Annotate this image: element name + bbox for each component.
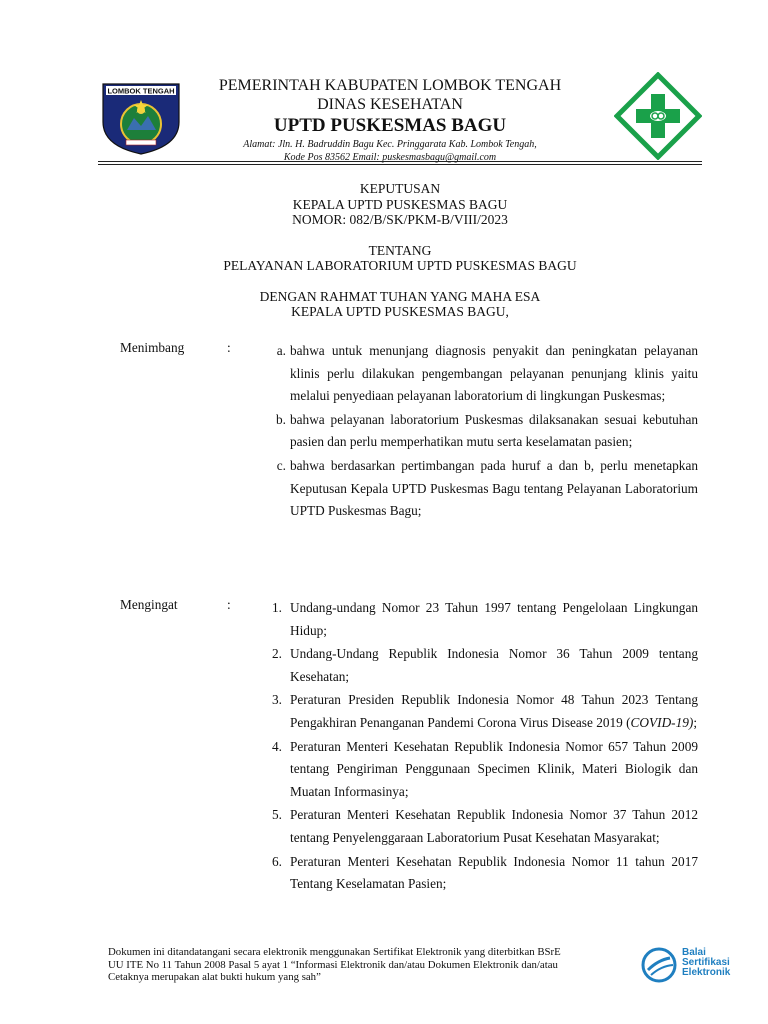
item-text: bahwa berdasarkan pertimbangan pada huruf a dan b, perlu menetapkan Keputusan Kepala UPTD Puskesmas Bagu tentang Pelayanan Laboratorium UPTD Puskesmas Bagu; xyxy=(290,457,698,519)
header-address-1: Alamat: Jln. H. Badruddin Bagu Kec. Pringgarata Kab. Lombok Tengah, xyxy=(243,139,537,150)
bsre-line-2: Sertifikasi xyxy=(682,957,730,968)
section-label: Menimbang xyxy=(120,340,185,355)
item-marker: 4. xyxy=(272,738,282,754)
regency-crest-icon xyxy=(100,80,182,156)
header-institution: UPTD PUSKESMAS BAGU xyxy=(273,115,507,136)
header-address-2: Kode Pos 83562 Email: puskesmasbagu@gmail.com xyxy=(283,152,497,163)
mengingat-list xyxy=(268,597,698,897)
item-marker: 3. xyxy=(272,692,282,708)
list-item xyxy=(268,643,698,688)
list-item xyxy=(268,851,698,896)
item-marker: c. xyxy=(276,457,286,473)
item-marker: 1. xyxy=(272,600,282,615)
letterhead xyxy=(180,76,600,164)
list-item xyxy=(268,340,698,408)
decree-about-label: TENTANG xyxy=(368,242,432,258)
footer-line-1: Dokumen ini ditandatangani secara elektronik menggunakan Sertifikat Elektronik yang diterbitkan BSrE xyxy=(108,946,561,958)
item-text-end: ; xyxy=(693,714,698,730)
footer-line-3: Cetaknya merupakan alat bukti hukum yang sah” xyxy=(108,971,321,983)
item-text: Undang-undang Nomor 23 Tahun 1997 tentang Pengelolaan Lingkungan Hidup; xyxy=(290,600,698,638)
header-rule-thick xyxy=(98,161,702,162)
decree-issuer: KEPALA UPTD PUSKESMAS BAGU xyxy=(292,196,508,212)
bsre-logo-text xyxy=(682,948,730,978)
decree-signatory: KEPALA UPTD PUSKESMAS BAGU, xyxy=(291,304,509,319)
list-item xyxy=(268,597,698,642)
item-text-main: Peraturan Presiden Republik Indonesia Nomor 48 Tahun 2023 Tentang Pengakhiran Penanganan Pandemi Corona Virus Disease 2019 ( xyxy=(290,692,698,730)
item-marker: 5. xyxy=(272,807,282,823)
item-marker: a. xyxy=(276,343,286,358)
item-text: bahwa untuk menunjang diagnosis penyakit dan peningkatan pelayanan klinis perlu dilakukan pengembangan pelayanan penunjang klinis yaitu melalui penyediaan pelayanan laboratorium di lingkungan Puskesmas; xyxy=(290,343,698,404)
section-colon: : xyxy=(227,340,231,355)
header-government: PEMERINTAH KABUPATEN LOMBOK TENGAH xyxy=(218,77,562,94)
item-marker: 6. xyxy=(272,853,282,869)
list-item xyxy=(268,689,698,734)
item-text: Peraturan Menteri Kesehatan Republik Indonesia Nomor 657 Tahun 2009 tentang Pengiriman Penggunaan Specimen Klinik, Materi Biologik dan Muatan Informasinya; xyxy=(290,738,698,799)
decree-title-block xyxy=(98,181,702,320)
footer-line-2: UU ITE No 11 Tahun 2008 Pasal 5 ayat 1 “Informasi Elektronik dan/atau Dokumen Elektronik dan/atau xyxy=(108,958,558,971)
decree-invocation: DENGAN RAHMAT TUHAN YANG MAHA ESA xyxy=(259,288,541,304)
menimbang-list xyxy=(268,340,698,524)
item-text-italic: COVID-19) xyxy=(630,714,694,730)
list-item xyxy=(268,804,698,849)
section-label: Mengingat xyxy=(120,597,178,612)
list-item xyxy=(268,736,698,804)
header-department: DINAS KESEHATAN xyxy=(317,96,463,113)
item-text: Peraturan Menteri Kesehatan Republik Indonesia Nomor 11 tahun 2017 Tentang Keselamatan Pasien; xyxy=(290,853,698,892)
list-item xyxy=(268,455,698,523)
item-text: bahwa pelayanan laboratorium Puskesmas dilaksanakan sesuai kebutuhan pasien dan perlu memperhatikan mutu serta keselamatan pasien; xyxy=(290,411,698,450)
list-item xyxy=(268,409,698,454)
decree-label: KEPUTUSAN xyxy=(359,181,441,196)
bsre-line-1: Balai xyxy=(682,947,706,958)
item-text: Undang-Undang Republik Indonesia Nomor 36 Tahun 2009 tentang Kesehatan; xyxy=(290,646,698,684)
item-marker: b. xyxy=(276,411,286,427)
bsre-line-3: Elektronik xyxy=(682,967,731,978)
decree-subject: PELAYANAN LABORATORIUM UPTD PUSKESMAS BAGU xyxy=(223,258,577,273)
e-signature-notice xyxy=(108,946,638,984)
left-logo-text: LOMBOK TENGAH xyxy=(107,86,175,96)
item-marker: 2. xyxy=(272,646,282,662)
section-colon: : xyxy=(227,597,231,612)
item-text xyxy=(290,692,698,730)
puskesmas-cross-icon xyxy=(614,72,702,160)
decree-number: NOMOR: 082/B/SK/PKM-B/VIII/2023 xyxy=(292,212,508,227)
item-text: Peraturan Menteri Kesehatan Republik Indonesia Nomor 37 Tahun 2012 tentang Penyelenggaraan Laboratorium Pusat Kesehatan Masyarakat; xyxy=(290,807,698,845)
header-rule-thin xyxy=(98,164,702,165)
